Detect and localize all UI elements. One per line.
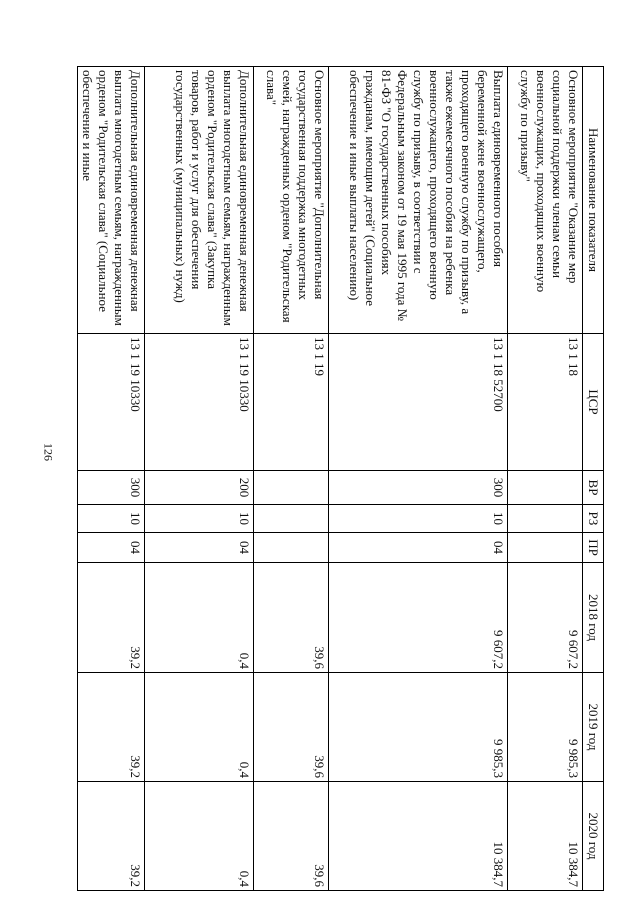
row-name: Дополнительная единовременная денежная выплата многодетным семьям, награжденным орденом "Родительская слава" (Социальное обеспечение и иные <box>78 67 145 334</box>
row-pr: 04 <box>78 533 145 563</box>
row-csr: 13 1 19 10330 <box>145 334 254 471</box>
row-name: Выплата единовременного пособия беременной жене военнослужащего, проходящего военную службу по призыву, а также ежемесячного пособия на ребенка военнослужащего, проходящего военную службу по призыву, в соответствии с Федеральным законом от 19 мая 1995 года № 81-ФЗ "О государственных пособиях гражданам, имеющим детей" (Социальное обеспечение и иные выплаты населению) <box>329 67 508 334</box>
row-csr: 13 1 18 <box>508 334 583 471</box>
table-header-row <box>583 67 604 891</box>
table-row <box>254 67 329 891</box>
row-2020: 39,6 <box>254 782 329 891</box>
budget-table-container <box>80 66 604 890</box>
budget-table <box>77 66 604 891</box>
row-vr: 300 <box>329 471 508 505</box>
header-name: Наименование показателя <box>583 67 604 334</box>
table-row <box>78 67 145 891</box>
row-csr: 13 1 18 52700 <box>329 334 508 471</box>
row-vr <box>254 471 329 505</box>
row-2019: 9 985,3 <box>508 673 583 782</box>
row-2019: 9 985,3 <box>329 673 508 782</box>
table-row <box>329 67 508 891</box>
row-rz: 10 <box>329 505 508 533</box>
header-2019: 2019 год <box>583 673 604 782</box>
row-pr <box>254 533 329 563</box>
row-pr <box>508 533 583 563</box>
row-pr: 04 <box>145 533 254 563</box>
row-vr <box>508 471 583 505</box>
row-2020: 0,4 <box>145 782 254 891</box>
row-2020: 10 384,7 <box>508 782 583 891</box>
header-rz: РЗ <box>583 505 604 533</box>
row-vr: 300 <box>78 471 145 505</box>
row-2018: 9 607,2 <box>329 563 508 673</box>
header-2020: 2020 год <box>583 782 604 891</box>
row-rz: 10 <box>78 505 145 533</box>
row-2020: 39,2 <box>78 782 145 891</box>
row-rz <box>508 505 583 533</box>
row-pr: 04 <box>329 533 508 563</box>
row-name: Основное мероприятие "Оказание мер социальной поддержки членам семьи военнослужащих, проходящих военную службу по призыву" <box>508 67 583 334</box>
row-2018: 39,6 <box>254 563 329 673</box>
row-2018: 0,4 <box>145 563 254 673</box>
row-2018: 9 607,2 <box>508 563 583 673</box>
row-2018: 39,2 <box>78 563 145 673</box>
row-2019: 39,2 <box>78 673 145 782</box>
row-2019: 39,6 <box>254 673 329 782</box>
header-2018: 2018 год <box>583 563 604 673</box>
header-vr: ВР <box>583 471 604 505</box>
header-csr: ЦСР <box>583 334 604 471</box>
row-2020: 10 384,7 <box>329 782 508 891</box>
row-name: Основное мероприятие "Дополнительная государственная поддержка многодетных семей, награжденных орденом "Родительская слава" <box>254 67 329 334</box>
row-name: Дополнительная единовременная денежная выплата многодетным семьям, награжденным орденом "Родительская слава" (Закупка товаров, работ и услуг для обеспечения государственных (муниципальных) нужд) <box>145 67 254 334</box>
row-rz <box>254 505 329 533</box>
table-row <box>508 67 583 891</box>
page-number: 126 <box>41 443 56 461</box>
table-row <box>145 67 254 891</box>
row-vr: 200 <box>145 471 254 505</box>
row-2019: 0,4 <box>145 673 254 782</box>
header-pr: ПР <box>583 533 604 563</box>
row-rz: 10 <box>145 505 254 533</box>
row-csr: 13 1 19 10330 <box>78 334 145 471</box>
row-csr: 13 1 19 <box>254 334 329 471</box>
